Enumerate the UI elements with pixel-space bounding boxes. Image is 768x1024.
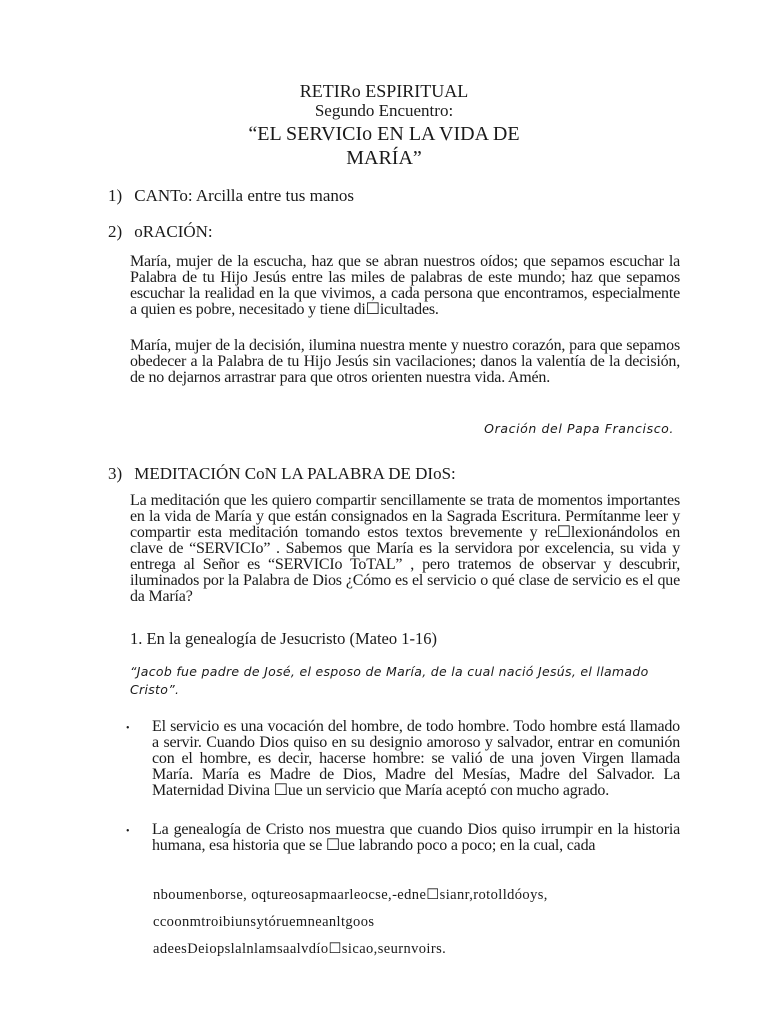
section-number: 1) [108, 186, 123, 205]
garbled-line-1: nboumenborse, oqtureosapmaarleocse,-edne☐sianr,rotolldóoys, [153, 887, 548, 903]
section-prayer [108, 223, 213, 240]
garbled-line-3: adeesDeiopslalnlamsaalvdío☐sicao,seurnvoirs. [153, 941, 447, 957]
list-item [128, 719, 680, 799]
section-meditation [108, 465, 456, 482]
list-item [128, 822, 680, 854]
encounter-subtitle: Segundo Encuentro: [314, 101, 454, 120]
section-title: CANTo: Arcilla entre tus manos [134, 186, 355, 205]
section-number: 2) [108, 222, 123, 241]
section-song [108, 187, 354, 204]
prayer-paragraph-2: María, mujer de la decisión, ilumina nuestra mente y nuestro corazón, para que sepamos obedecer a la Palabra de tu Hijo Jesús sin vacilaciones; danos la valentía de la decisión, de no dejarnos arrastrar para que otros orienten nuestra vida. Amén. [130, 337, 680, 386]
section-title: MEDITACIÓN CoN LA PALABRA DE DIoS: [134, 464, 456, 483]
scripture-quote: “Jacob fue padre de José, el esposo de María, de la cual nació Jesús, el llamado Cristo”. [130, 664, 649, 697]
prayer-source: Oración del Papa Francisco. [484, 421, 674, 436]
prayer-paragraph-1: María, mujer de la escucha, haz que se abran nuestros oídos; que sepamos escuchar la Palabra de tu Hijo Jesús entre las miles de palabras de este mundo; haz que sepamos escuchar la realidad en la que vivimos, a cada persona que encontramos, especialmente a quien es pobre, necesitado y tiene di☐icultades. [130, 253, 680, 318]
meditation-intro: La meditación que les quiero compartir sencillamente se trata de momentos importantes en la vida de María y que están consignados en la Sagrada Escritura. Permítanme leer y compartir esta meditación tomando estos textos brevemente y re☐lexionándolos en clave de “SERVICIo” . Sabemos que María es la servidora por excelencia, su vida y entrega al Señor es “SERVICIo ToTAL” , pero tratemos de observar y descubrir, iluminados por la Palabra de Dios ¿Cómo es el servicio o qué clase de servicio es el que da María? [130, 492, 680, 605]
bullet-mark: • [126, 826, 130, 837]
section-title: oRACIÓN: [134, 222, 213, 241]
bullet-mark: • [126, 723, 130, 734]
section-number: 3) [108, 464, 123, 483]
garbled-line-2: ccoonmtroibiunsytóruemneanltgoos [153, 914, 375, 930]
bullet-text: El servicio es una vocación del hombre, de todo hombre. Todo hombre está llamado a servir. Cuando Dios quiso en su designio amoroso y salvador, entrar en comunión con el hombre, es decir, hacerse hombre: se valió de una joven Virgen llamada María. María es Madre de Dios, Madre del Mesías, Madre del Salvador. La Maternidad Divina ☐ue un servicio que María aceptó con mucho agrado. [152, 718, 680, 799]
theme-title-line2: MARÍA” [346, 147, 422, 169]
genealogy-subtitle: 1. En la genealogía de Jesucristo (Mateo 1-16) [130, 629, 437, 648]
bullet-text: La genealogía de Cristo nos muestra que cuando Dios quiso irrumpir en la historia humana, esa historia que se ☐ue labrando poco a poco; en la cual, cada [152, 821, 680, 854]
retreat-title: RETIRo ESPIRITUAL [299, 81, 469, 101]
theme-title-line1: “EL SERVICIo EN LA VIDA DE [248, 123, 520, 145]
